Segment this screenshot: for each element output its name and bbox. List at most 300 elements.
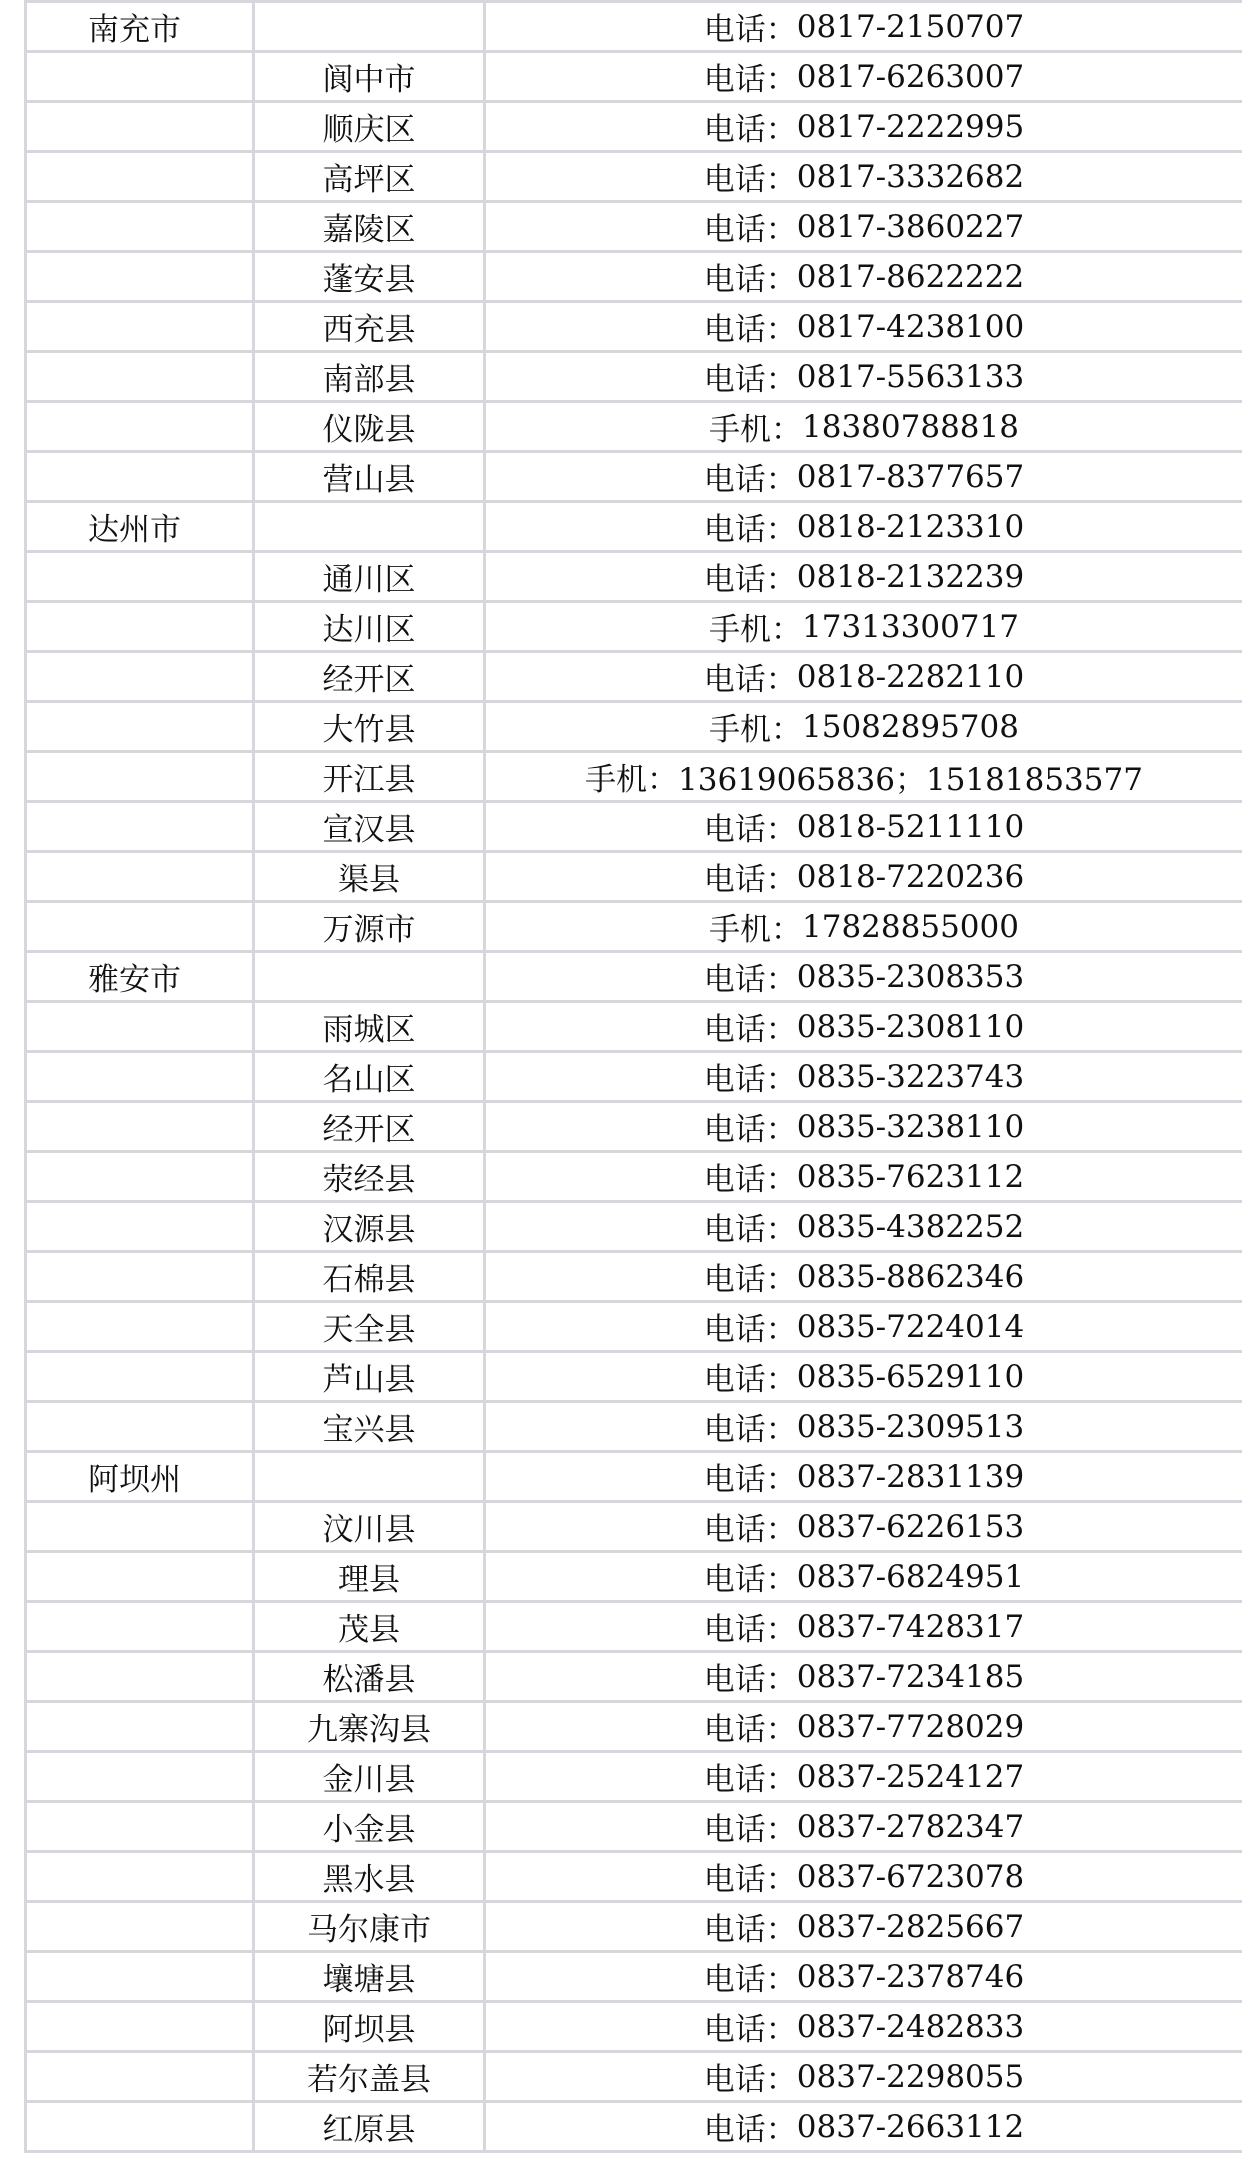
table-row: [24, 103, 1242, 153]
contact-cell: [486, 1553, 1242, 1600]
city-cell: [88, 1053, 248, 1100]
table-row: [24, 2053, 1242, 2103]
city-cell: [88, 853, 248, 900]
contact-type-label: 电话：: [703, 1162, 797, 1198]
contact-cell: [486, 3, 1242, 50]
county-cell: 黑水县: [322, 1862, 416, 1898]
contact-number: 17313300717: [802, 608, 1019, 645]
contact-number: 0837-2298055: [796, 2058, 1025, 2095]
column-divider: [24, 153, 27, 200]
county-cell: 嘉陵区: [322, 212, 416, 248]
contact-cell: [486, 1353, 1242, 1400]
contact-number: 0835-8862346: [796, 1258, 1025, 1295]
city-cell: [88, 1303, 248, 1350]
county-cell: 汶川县: [322, 1512, 416, 1548]
contact-number: 0837-2663112: [796, 2108, 1025, 2145]
contact-type-label: 电话：: [703, 1412, 797, 1448]
contact-type-label: 电话：: [703, 2012, 797, 2048]
contact-cell: [486, 503, 1242, 550]
column-divider: [24, 1103, 27, 1150]
contact-cell: [486, 1403, 1242, 1450]
table-row: [24, 553, 1242, 603]
contact-table: [24, 0, 1242, 2153]
county-cell: 宣汉县: [322, 812, 416, 848]
county-cell: 荥经县: [322, 1162, 416, 1198]
contact-type-label: 电话：: [703, 462, 797, 498]
contact-type-label: 电话：: [703, 1512, 797, 1548]
contact-cell: [486, 553, 1242, 600]
contact-cell: [486, 203, 1242, 250]
county-cell: 石棉县: [322, 1262, 416, 1298]
table-row: [24, 603, 1242, 653]
table-row: [24, 53, 1242, 103]
table-row: [24, 1353, 1242, 1403]
contact-type-label: 电话：: [703, 1012, 797, 1048]
city-cell: [88, 1253, 248, 1300]
county-cell: 九寨沟县: [307, 1712, 431, 1748]
column-divider: [24, 853, 27, 900]
city-cell: [88, 1103, 248, 1150]
contact-cell: [486, 1953, 1242, 2000]
contact-type-label: 电话：: [703, 1062, 797, 1098]
county-cell: [255, 503, 483, 550]
column-divider: [24, 1803, 27, 1850]
contact-number: 0817-8622222: [796, 258, 1025, 295]
contact-cell: [486, 653, 1242, 700]
city-cell: [88, 2053, 248, 2100]
contact-number: 0835-3238110: [796, 1108, 1025, 1145]
contact-cell: [486, 303, 1242, 350]
contact-type-label: 电话：: [703, 212, 797, 248]
contact-type-label: 电话：: [703, 1112, 797, 1148]
contact-cell: [486, 1503, 1242, 1550]
contact-type-label: 电话：: [703, 1362, 797, 1398]
city-cell: [88, 253, 248, 300]
contact-number: 13619065836；15181853577: [678, 762, 1143, 798]
column-divider: [24, 1503, 27, 1550]
county-cell: 渠县: [338, 862, 400, 898]
contact-type-label: 电话：: [703, 662, 797, 698]
column-divider: [24, 603, 27, 650]
contact-number: 0818-2282110: [796, 658, 1025, 695]
contact-number: 0837-7428317: [796, 1608, 1025, 1645]
column-divider: [24, 1603, 27, 1650]
table-row: [24, 1053, 1242, 1103]
table-row: [24, 853, 1242, 903]
contact-type-label: 电话：: [703, 2112, 797, 2148]
column-divider: [24, 1303, 27, 1350]
city-cell: [88, 2003, 248, 2050]
county-cell: 顺庆区: [322, 112, 416, 148]
contact-number: 0835-3223743: [796, 1058, 1025, 1095]
column-divider: [24, 353, 27, 400]
table-row: [24, 753, 1242, 803]
contact-type-label: 电话：: [703, 1662, 797, 1698]
column-divider: [24, 1703, 27, 1750]
contact-number: 0835-4382252: [796, 1208, 1025, 1245]
contact-number: 0817-2222995: [796, 108, 1025, 145]
table-row: [24, 403, 1242, 453]
table-row: [24, 1953, 1242, 2003]
contact-type-label: 电话：: [703, 1562, 797, 1598]
county-cell: 经开区: [322, 662, 416, 698]
table-row: [24, 153, 1242, 203]
contact-number: 0835-2308110: [796, 1008, 1025, 1045]
column-divider: [24, 2053, 27, 2100]
city-cell: [88, 1203, 248, 1250]
contact-type-label: 电话：: [703, 1862, 797, 1898]
table-row: [24, 2003, 1242, 2053]
column-divider: [24, 2103, 27, 2150]
contact-number: 0818-7220236: [796, 858, 1025, 895]
contact-cell: [486, 853, 1242, 900]
contact-number: 0835-2309513: [796, 1408, 1025, 1445]
contact-type-label: 电话：: [703, 562, 797, 598]
column-divider: [24, 53, 27, 100]
contact-type-label: 手机：: [709, 912, 803, 948]
table-row: [24, 703, 1242, 753]
contact-type-label: 电话：: [703, 12, 797, 48]
table-row: [24, 953, 1242, 1003]
county-cell: 高坪区: [322, 162, 416, 198]
column-divider: [24, 1453, 27, 1500]
contact-number: 0835-6529110: [796, 1358, 1025, 1395]
column-divider: [24, 653, 27, 700]
county-cell: 阆中市: [322, 62, 416, 98]
city-cell: [88, 153, 248, 200]
contact-number: 0817-3332682: [796, 158, 1025, 195]
city-cell: [88, 103, 248, 150]
county-cell: 仪陇县: [322, 412, 416, 448]
table-row: [24, 1103, 1242, 1153]
contact-cell: [486, 1253, 1242, 1300]
contact-number: 0837-2782347: [796, 1808, 1025, 1845]
contact-number: 0835-2308353: [796, 958, 1025, 995]
table-row: [24, 453, 1242, 503]
county-cell: 金川县: [322, 1762, 416, 1798]
column-divider: [24, 953, 27, 1000]
table-row: [24, 803, 1242, 853]
column-divider: [24, 103, 27, 150]
table-row: [24, 1003, 1242, 1053]
contact-number: 0837-2825667: [796, 1908, 1025, 1945]
contact-cell: [486, 153, 1242, 200]
contact-type-label: 手机：: [709, 712, 803, 748]
contact-number: 0817-4238100: [796, 308, 1025, 345]
city-cell: [88, 353, 248, 400]
table-row: [24, 1803, 1242, 1853]
column-divider: [24, 3, 27, 50]
contact-number: 0818-5211110: [796, 808, 1025, 845]
city-cell: [88, 553, 248, 600]
column-divider: [24, 1253, 27, 1300]
county-cell: 南部县: [322, 362, 416, 398]
county-cell: 雨城区: [322, 1012, 416, 1048]
contact-type-label: 电话：: [703, 1962, 797, 1998]
contact-cell: [486, 753, 1242, 800]
contact-type-label: 电话：: [703, 312, 797, 348]
contact-number: 0835-7224014: [796, 1308, 1025, 1345]
table-row: [24, 353, 1242, 403]
column-divider: [24, 1353, 27, 1400]
contact-number: 0835-7623112: [796, 1158, 1025, 1195]
city-cell: [88, 1003, 248, 1050]
contact-type-label: 电话：: [703, 112, 797, 148]
contact-type-label: 电话：: [703, 1462, 797, 1498]
table-row: [24, 2103, 1242, 2153]
column-divider: [24, 303, 27, 350]
column-divider: [24, 403, 27, 450]
city-cell: [88, 653, 248, 700]
contact-number: 0817-6263007: [796, 58, 1025, 95]
city-cell: [88, 603, 248, 650]
table-row: [24, 1403, 1242, 1453]
table-row: [24, 1753, 1242, 1803]
contact-number: 0837-6226153: [796, 1508, 1025, 1545]
county-cell: 宝兴县: [322, 1412, 416, 1448]
contact-number: 0837-2831139: [796, 1458, 1025, 1495]
contact-number: 0837-6824951: [796, 1558, 1025, 1595]
contact-cell: [486, 1653, 1242, 1700]
table-row: [24, 0, 1242, 53]
table-row: [24, 1453, 1242, 1503]
contact-type-label: 电话：: [703, 1262, 797, 1298]
column-divider: [24, 1653, 27, 1700]
column-divider: [24, 453, 27, 500]
county-cell: 红原县: [322, 2112, 416, 2148]
table-row: [24, 303, 1242, 353]
county-cell: [255, 953, 483, 1000]
county-cell: 马尔康市: [307, 1912, 431, 1948]
contact-cell: [486, 353, 1242, 400]
column-divider: [24, 503, 27, 550]
contact-number: 0837-2378746: [796, 1958, 1025, 1995]
contact-cell: [486, 603, 1242, 650]
table-row: [24, 253, 1242, 303]
table-row: [24, 1703, 1242, 1753]
county-cell: 开江县: [322, 762, 416, 798]
contact-type-label: 电话：: [703, 162, 797, 198]
city-cell: [88, 1953, 248, 2000]
contact-type-label: 电话：: [703, 2062, 797, 2098]
county-cell: 西充县: [322, 312, 416, 348]
county-cell: 通川区: [322, 562, 416, 598]
contact-cell: [486, 703, 1242, 750]
contact-cell: [486, 1803, 1242, 1850]
city-cell: [88, 1603, 248, 1650]
contact-number: 18380788818: [802, 408, 1019, 445]
county-cell: 大竹县: [322, 712, 416, 748]
county-cell: 天全县: [322, 1312, 416, 1348]
county-cell: 茂县: [338, 1612, 400, 1648]
column-divider: [24, 1403, 27, 1450]
city-cell: [88, 1703, 248, 1750]
contact-cell: [486, 2053, 1242, 2100]
contact-cell: [486, 453, 1242, 500]
contact-type-label: 电话：: [703, 962, 797, 998]
contact-number: 0837-2482833: [796, 2008, 1025, 2045]
contact-cell: [486, 2103, 1242, 2150]
contact-type-label: 手机：: [709, 612, 803, 648]
column-divider: [24, 1853, 27, 1900]
column-divider: [24, 1003, 27, 1050]
column-divider: [24, 203, 27, 250]
city-cell: [88, 1503, 248, 1550]
contact-type-label: 手机：: [709, 412, 803, 448]
contact-cell: [486, 1203, 1242, 1250]
table-row: [24, 503, 1242, 553]
table-row: [24, 1653, 1242, 1703]
contact-type-label: 电话：: [703, 1812, 797, 1848]
contact-number: 0818-2132239: [796, 558, 1025, 595]
county-cell: [255, 3, 483, 50]
county-cell: 经开区: [322, 1112, 416, 1148]
contact-cell: [486, 103, 1242, 150]
county-cell: 若尔盖县: [307, 2062, 431, 2098]
city-cell: [88, 303, 248, 350]
table-row: [24, 1153, 1242, 1203]
contact-cell: [486, 903, 1242, 950]
city-cell: [88, 1653, 248, 1700]
column-divider: [24, 903, 27, 950]
table-row: [24, 203, 1242, 253]
county-cell: 营山县: [322, 462, 416, 498]
contact-type-label: 电话：: [703, 862, 797, 898]
contact-cell: [486, 1053, 1242, 1100]
city-cell: [88, 203, 248, 250]
contact-cell: [486, 953, 1242, 1000]
contact-type-label: 电话：: [703, 262, 797, 298]
city-cell: [88, 703, 248, 750]
contact-cell: [486, 1603, 1242, 1650]
column-divider: [24, 1903, 27, 1950]
county-cell: 阿坝县: [322, 2012, 416, 2048]
contact-type-label: 电话：: [703, 1612, 797, 1648]
city-cell: [88, 753, 248, 800]
contact-cell: [486, 253, 1242, 300]
city-cell: [88, 453, 248, 500]
column-divider: [24, 803, 27, 850]
contact-cell: [486, 1453, 1242, 1500]
table-row: [24, 1553, 1242, 1603]
county-cell: 理县: [338, 1562, 400, 1598]
column-divider: [24, 553, 27, 600]
contact-cell: [486, 1853, 1242, 1900]
column-divider: [24, 1553, 27, 1600]
contact-type-label: 电话：: [703, 1762, 797, 1798]
contact-type-label: 电话：: [703, 1312, 797, 1348]
county-cell: 汉源县: [322, 1212, 416, 1248]
contact-number: 0817-8377657: [796, 458, 1025, 495]
table-row: [24, 903, 1242, 953]
contact-cell: [486, 403, 1242, 450]
city-cell: [88, 803, 248, 850]
contact-number: 17828855000: [802, 908, 1019, 945]
table-row: [24, 1903, 1242, 1953]
column-divider: [24, 1153, 27, 1200]
city-cell: [88, 1753, 248, 1800]
column-divider: [24, 1053, 27, 1100]
table-row: [24, 1253, 1242, 1303]
contact-type-label: 电话：: [703, 362, 797, 398]
city-cell: [88, 903, 248, 950]
city-cell: [88, 53, 248, 100]
contact-cell: [486, 803, 1242, 850]
contact-type-label: 手机：: [585, 762, 679, 798]
contact-type-label: 电话：: [703, 1912, 797, 1948]
contact-type-label: 电话：: [703, 1212, 797, 1248]
city-cell: [88, 1803, 248, 1850]
column-divider: [24, 753, 27, 800]
county-cell: 蓬安县: [322, 262, 416, 298]
city-cell: [88, 1853, 248, 1900]
table-row: [24, 1603, 1242, 1653]
contact-number: 15082895708: [802, 708, 1019, 745]
table-row: [24, 1503, 1242, 1553]
city-cell: 雅安市: [88, 962, 181, 998]
column-divider: [24, 703, 27, 750]
county-cell: 万源市: [322, 912, 416, 948]
column-divider: [24, 2003, 27, 2050]
contact-number: 0817-3860227: [796, 208, 1025, 245]
city-cell: [88, 1153, 248, 1200]
city-cell: 南充市: [88, 12, 181, 48]
county-cell: 达川区: [322, 612, 416, 648]
contact-cell: [486, 53, 1242, 100]
contact-cell: [486, 1153, 1242, 1200]
contact-number: 0837-7234185: [796, 1658, 1025, 1695]
contact-number: 0837-7728029: [796, 1708, 1025, 1745]
contact-cell: [486, 1003, 1242, 1050]
table-row: [24, 1853, 1242, 1903]
column-divider: [24, 1753, 27, 1800]
contact-type-label: 电话：: [703, 812, 797, 848]
county-cell: 壤塘县: [322, 1962, 416, 1998]
city-cell: 达州市: [88, 512, 181, 548]
contact-number: 0837-2524127: [796, 1758, 1025, 1795]
city-cell: [88, 1403, 248, 1450]
city-cell: [88, 1353, 248, 1400]
city-cell: [88, 1903, 248, 1950]
county-cell: 芦山县: [322, 1362, 416, 1398]
contact-cell: [486, 1103, 1242, 1150]
column-divider: [24, 253, 27, 300]
column-divider: [24, 1203, 27, 1250]
city-cell: [88, 403, 248, 450]
column-divider: [24, 1953, 27, 2000]
contact-cell: [486, 1303, 1242, 1350]
county-cell: 松潘县: [322, 1662, 416, 1698]
contact-number: 0818-2123310: [796, 508, 1025, 545]
city-cell: 阿坝州: [88, 1462, 181, 1498]
contact-number: 0817-2150707: [796, 8, 1025, 45]
contact-type-label: 电话：: [703, 1712, 797, 1748]
county-cell: 小金县: [322, 1812, 416, 1848]
contact-type-label: 电话：: [703, 512, 797, 548]
city-cell: [88, 2103, 248, 2150]
contact-cell: [486, 1903, 1242, 1950]
contact-number: 0837-6723078: [796, 1858, 1025, 1895]
contact-number: 0817-5563133: [796, 358, 1025, 395]
county-cell: [255, 1453, 483, 1500]
contact-cell: [486, 1753, 1242, 1800]
contact-type-label: 电话：: [703, 62, 797, 98]
contact-cell: [486, 2003, 1242, 2050]
contact-cell: [486, 1703, 1242, 1750]
city-cell: [88, 1553, 248, 1600]
table-row: [24, 1303, 1242, 1353]
table-row: [24, 1203, 1242, 1253]
